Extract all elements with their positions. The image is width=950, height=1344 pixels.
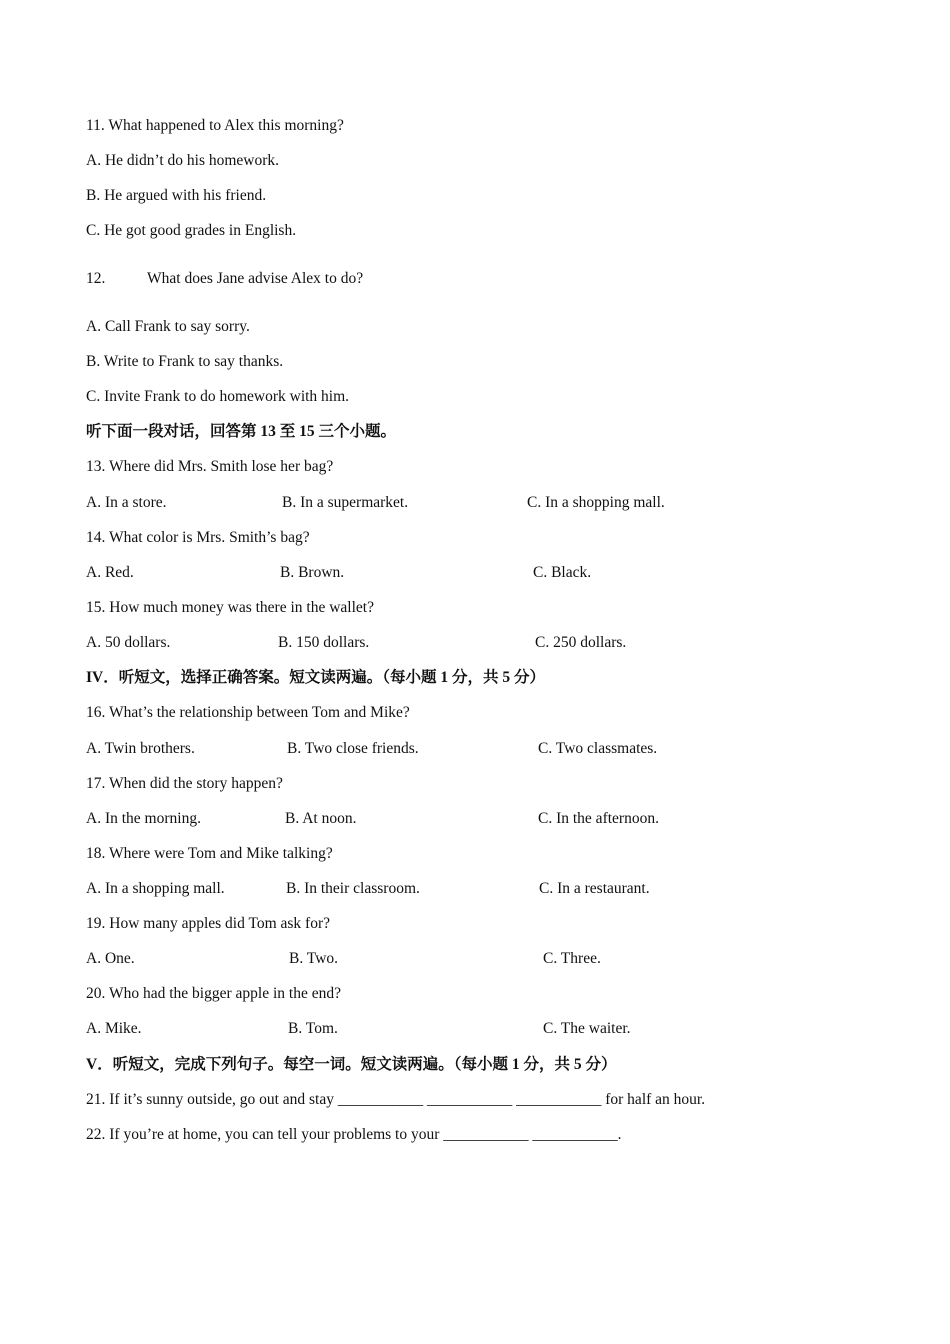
option-18c: C. In a restaurant. — [539, 880, 650, 897]
option-12c: C. Invite Frank to do homework with him. — [86, 388, 350, 405]
option-12b: B. Write to Frank to say thanks. — [86, 353, 284, 370]
question-17: 17. When did the story happen? — [86, 775, 283, 792]
option-11c: C. He got good grades in English. — [86, 222, 297, 239]
option-12a: A. Call Frank to say sorry. — [86, 318, 250, 335]
option-19b: B. Two. — [289, 950, 339, 967]
option-13c: C. In a shopping mall. — [527, 494, 665, 511]
option-14a: A. Red. — [86, 564, 134, 581]
section-5-heading: V．听短文，完成下列句子。每空一词。短文读两遍。（每小题 1 分，共 5 分） — [86, 1056, 617, 1073]
option-17c: C. In the afternoon. — [538, 810, 659, 827]
option-16c: C. Two classmates. — [538, 740, 658, 757]
option-20c: C. The waiter. — [543, 1020, 631, 1037]
question-20: 20. Who had the bigger apple in the end? — [86, 985, 341, 1002]
option-13b: B. In a supermarket. — [282, 494, 409, 511]
option-15b: B. 150 dollars. — [278, 634, 370, 651]
question-13: 13. Where did Mrs. Smith lose her bag? — [86, 458, 334, 475]
option-13a: A. In a store. — [86, 494, 167, 511]
option-14b: B. Brown. — [280, 564, 345, 581]
section-4-heading: IV．听短文，选择正确答案。短文读两遍。（每小题 1 分，共 5 分） — [86, 669, 545, 686]
option-16b: B. Two close friends. — [287, 740, 419, 757]
question-22: 22. If you’re at home, you can tell your problems to your ___________ ___________. — [86, 1126, 622, 1143]
question-12-number: 12. — [86, 270, 106, 287]
option-19a: A. One. — [86, 950, 135, 967]
question-21: 21. If it’s sunny outside, go out and stay ___________ ___________ ___________ for half an hour. — [86, 1091, 706, 1108]
option-15a: A. 50 dollars. — [86, 634, 171, 651]
question-19: 19. How many apples did Tom ask for? — [86, 915, 331, 932]
question-14: 14. What color is Mrs. Smith’s bag? — [86, 529, 310, 546]
option-14c: C. Black. — [533, 564, 592, 581]
question-12: What does Jane advise Alex to do? — [147, 270, 364, 287]
option-17a: A. In the morning. — [86, 810, 201, 827]
instruction-13-15: 听下面一段对话，回答第 13 至 15 三个小题。 — [86, 423, 397, 440]
option-11a: A. He didn’t do his homework. — [86, 152, 280, 169]
option-20b: B. Tom. — [288, 1020, 338, 1037]
option-18a: A. In a shopping mall. — [86, 880, 225, 897]
option-16a: A. Twin brothers. — [86, 740, 195, 757]
option-20a: A. Mike. — [86, 1020, 142, 1037]
option-17b: B. At noon. — [285, 810, 357, 827]
question-16: 16. What’s the relationship between Tom and Mike? — [86, 704, 410, 721]
option-15c: C. 250 dollars. — [535, 634, 627, 651]
option-11b: B. He argued with his friend. — [86, 187, 267, 204]
option-19c: C. Three. — [543, 950, 601, 967]
question-11: 11. What happened to Alex this morning? — [86, 117, 344, 134]
question-18: 18. Where were Tom and Mike talking? — [86, 845, 333, 862]
question-15: 15. How much money was there in the wallet? — [86, 599, 374, 616]
option-18b: B. In their classroom. — [286, 880, 420, 897]
